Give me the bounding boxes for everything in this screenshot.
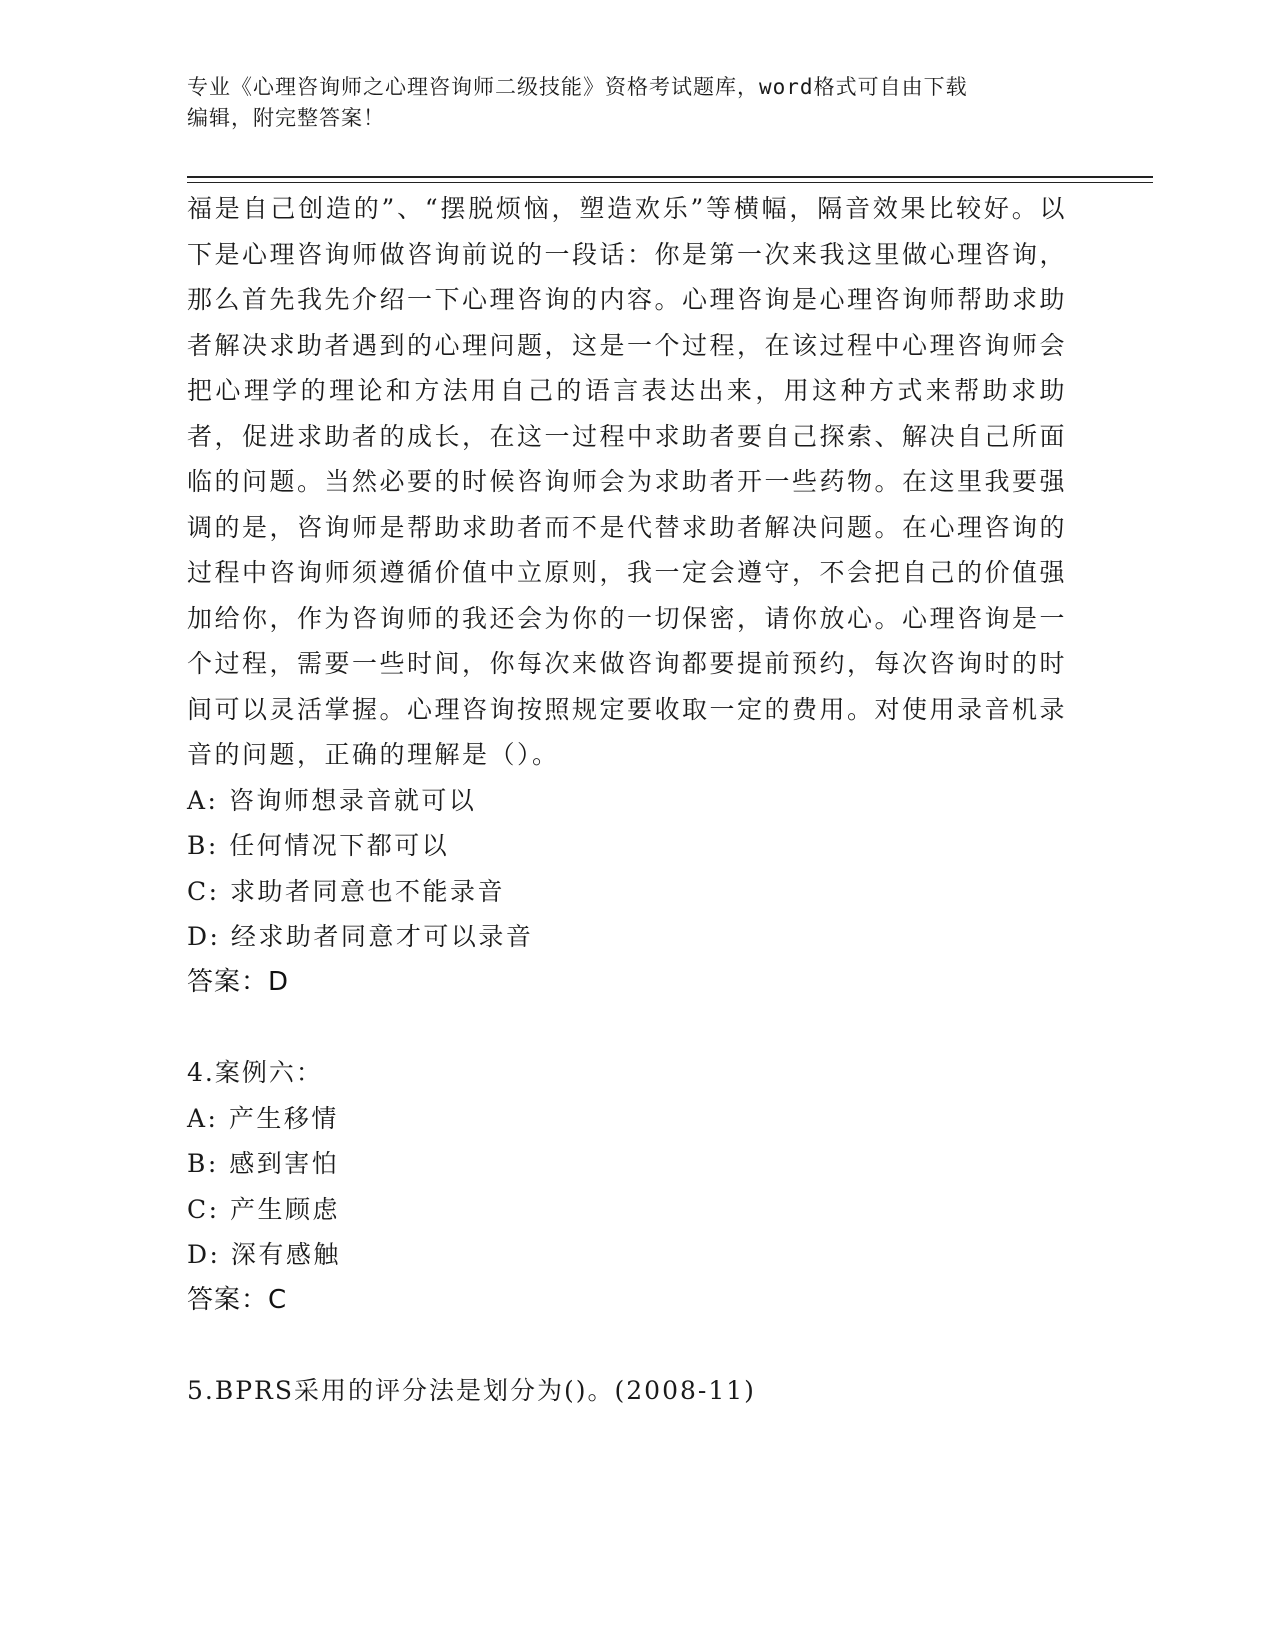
question-4-option-a: A: 产生移情 [187,1103,339,1133]
document-body [187,186,1067,1414]
question-4-option-c: C: 产生顾虑 [187,1194,340,1224]
question-3 [187,186,1067,1005]
question-5-title: 5.BPRS采用的评分法是划分为()。(2008-11) [187,1376,756,1405]
header-rule-thick [187,176,1153,178]
question-4-option-b: B: 感到害怕 [187,1149,340,1178]
question-3-option-b: B: 任何情况下都可以 [187,831,450,860]
question-5 [187,1368,1067,1414]
question-4-answer: 答案：C [187,1284,288,1315]
spacer [187,1005,1067,1050]
spacer [187,1323,1067,1368]
question-3-option-d: D: 经求助者同意才可以录音 [187,922,534,951]
question-3-option-c: C: 求助者同意也不能录音 [187,876,505,906]
question-4 [187,1050,1067,1323]
question-3-answer: 答案：D [187,966,290,997]
question-3-option-a: A: 咨询师想录音就可以 [187,785,477,815]
page-header [187,72,1067,134]
header-line-1: 专业《心理咨询师之心理咨询师二级技能》资格考试题库，word格式可自由下载 [187,75,968,99]
header-rule-thin [187,182,1153,183]
question-3-stem: 福是自己创造的”、“摆脱烦恼，塑造欢乐”等横幅，隔音效果比较好。以下是心理咨询师做咨询前说的一段话：你是第一次来我这里做心理咨询，那么首先我先介绍一下心理咨询的内容。心理咨询是心理咨询师帮助求助者解决求助者遇到的心理问题，这是一个过程，在该过程中心理咨询师会把心理学的理论和方法用自己的语言表达出来，用这种方式来帮助求助者，促进求助者的成长，在这一过程中求助者要自己探索、解决自己所面临的问题。当然必要的时候咨询师会为求助者开一些药物。在这里我要强调的是，咨询师是帮助求助者而不是代替求助者解决问题。在心理咨询的过程中咨询师须遵循价值中立原则，我一定会遵守，不会把自己的价值强加给你，作为咨询师的我还会为你的一切保密，请你放心。心理咨询是一个过程，需要一些时间，你每次来做咨询都要提前预约，每次咨询时的时间可以灵活掌握。心理咨询按照规定要收取一定的费用。对使用录音机录音的问题，正确的理解是（）。 [187,194,1068,769]
question-4-option-d: D: 深有感触 [187,1240,341,1269]
question-4-title: 4.案例六： [187,1058,323,1087]
header-line-2: 编辑，附完整答案！ [187,106,385,130]
